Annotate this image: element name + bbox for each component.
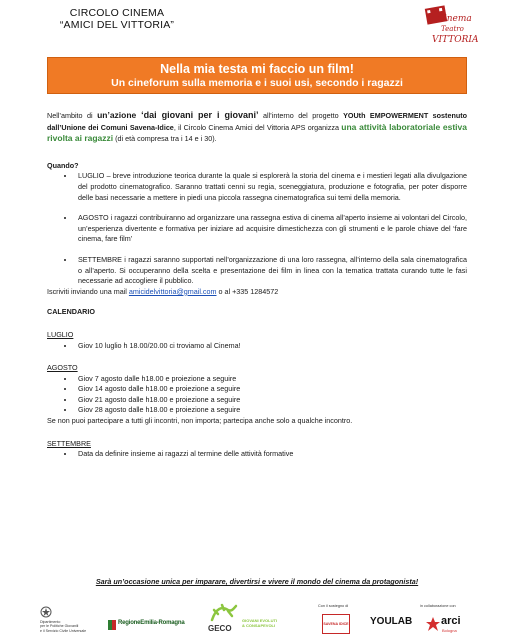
logo-word-cinema: Cinema xyxy=(437,14,472,24)
intro-paragraph xyxy=(47,110,467,145)
intro-emph: un’azione xyxy=(97,110,142,120)
republic-emblem-icon xyxy=(40,606,52,618)
regione-flag-icon-red xyxy=(112,620,116,630)
intro-text: Nell’ambito di xyxy=(47,111,98,120)
dip-line1: Dipartimento xyxy=(40,619,61,624)
film-reel-icon xyxy=(424,4,480,44)
dipartimento-logo xyxy=(40,606,100,633)
logo-word-teatro: Teatro xyxy=(441,25,464,33)
iscriviti-text: Iscriviti inviando una mail xyxy=(47,286,129,296)
intro-age: (di età compresa tra i 14 e i 30). xyxy=(113,134,217,144)
quando-item-agosto: • AGOSTO i ragazzi contribuiranno ad organizzare una rassegna estiva di cinema all’aperto insieme ai volontari del Circolo, un’esperienza divertente e formativa per iniziare ad acquisire dimestichezza con gli strumenti e le parole chiave del ‘fare cinema, fare film’ xyxy=(75,213,467,245)
agosto-label: AGOSTO xyxy=(47,363,78,373)
intro-quote: ‘dai giovani per i giovani’ xyxy=(141,110,259,120)
footer-slogan: Sarà un’occasione unica per imparare, divertirsi e vivere il mondo del cinema da protagonista! xyxy=(95,577,419,586)
agosto-item: • Giov 28 agosto dalle h18.00 e proiezione a seguire xyxy=(75,405,467,416)
geco-subtitle xyxy=(242,618,277,628)
geco-sub1: GIOVANI EVOLUTI xyxy=(242,618,278,623)
email-link[interactable]: amicidelvittoria@gmail.com xyxy=(128,286,217,296)
org-name-line1: CIRCOLO CINEMA xyxy=(69,7,165,19)
luglio-list xyxy=(47,341,467,352)
intro-project: YOUth EMPOWERMENT sostenuto dall’Unione dei Comuni Savena-Idice xyxy=(47,111,468,132)
arci-star-icon xyxy=(426,617,440,631)
geco-logo xyxy=(208,602,298,633)
savena-idice-logo: SAVENA IDICE xyxy=(322,614,350,634)
dip-line2: per le Politiche Giovanili xyxy=(40,624,79,629)
arci-text: arci xyxy=(441,615,461,627)
quando-list xyxy=(47,171,467,286)
agosto-item: • Giov 14 agosto dalle h18.00 e proiezione a seguire xyxy=(75,384,467,395)
quando-item-settembre: • SETTEMBRE i ragazzi saranno supportati nell’organizzazione di una loro rassegna, all’interno della sala cinematografica o all’aperto. Si occuperanno della scelta e presentazione dei film in linea con la tematica trattata curando tutte le fasi necessarie ad accogliere il pubblico. xyxy=(75,255,467,287)
sostegno-label: Con il sostegno di xyxy=(318,604,349,608)
sponsor-logos xyxy=(40,600,480,636)
youlab-logo: YOULAB xyxy=(370,616,413,627)
settembre-list xyxy=(47,449,467,460)
agosto-item: • Giov 7 agosto dalle h18.00 e proiezione a seguire xyxy=(75,374,467,385)
settembre-item: • Data da definire insieme ai ragazzi al termine delle attività formative xyxy=(75,449,467,460)
banner-subtitle: Un cineforum sulla memoria e i suoi usi, secondo i ragazzi xyxy=(111,77,403,89)
iscriviti-line xyxy=(47,287,467,298)
iscriviti-phone: o al +335 1284572 xyxy=(216,286,279,296)
agosto-note: Se non puoi partecipare a tutti gli incontri, non importa; partecipa anche solo a qualche incontro. xyxy=(47,416,353,426)
gecko-icon xyxy=(208,602,238,624)
document-body xyxy=(47,110,467,460)
regione-logo: RegioneEmilia-Romagna xyxy=(118,620,185,626)
luglio-item: • Giov 10 luglio h 18.00/20.00 ci troviamo al Cinema! xyxy=(75,341,467,352)
agosto-item: • Giov 21 agosto dalle h18.00 e proiezione a seguire xyxy=(75,395,467,406)
intro-text3: , il Circolo Cinema Amici del Vittoria APS organizza xyxy=(173,122,342,132)
logo-word-vittoria: VITTORIA xyxy=(432,35,479,44)
collaborazione-label: in collaborazione con xyxy=(420,604,456,608)
geco-sub2: & CONSAPEVOLI xyxy=(242,623,276,628)
intro-activity: una attività laboratoriale estiva rivolta ai ragazzi xyxy=(47,121,467,144)
org-name-line2: “AMICI DEL VITTORIA” xyxy=(59,19,175,31)
arci-subtitle: Bologna xyxy=(442,628,457,633)
dip-line3: e il Servizio Civile Universale xyxy=(40,628,87,633)
cinema-vittoria-logo xyxy=(424,4,480,44)
quando-title: Quando? xyxy=(47,160,79,170)
org-name xyxy=(52,7,182,31)
luglio-label: LUGLIO xyxy=(47,329,74,339)
calendario-title: CALENDARIO xyxy=(47,307,95,317)
agosto-list xyxy=(47,374,467,416)
intro-text2: all’interno del progetto xyxy=(258,111,344,120)
title-banner xyxy=(47,57,467,94)
geco-text: GECO xyxy=(208,624,232,633)
quando-item-luglio: • LUGLIO – breve introduzione teorica durante la quale si esplorerà la storia del cinema e i mestieri legati alla divulgazione del prodotto cinematografico. Saranno trattati cenni su regia, sceneggiatura, produzione e fotografia, per poter disporre delle basi necessarie a mettere in piedi una piccola rassegna cinematografica sui temi della memoria. xyxy=(75,171,467,203)
settembre-label: SETTEMBRE xyxy=(47,438,91,448)
banner-title: Nella mia testa mi faccio un film! xyxy=(160,62,354,76)
arci-logo xyxy=(426,613,466,635)
